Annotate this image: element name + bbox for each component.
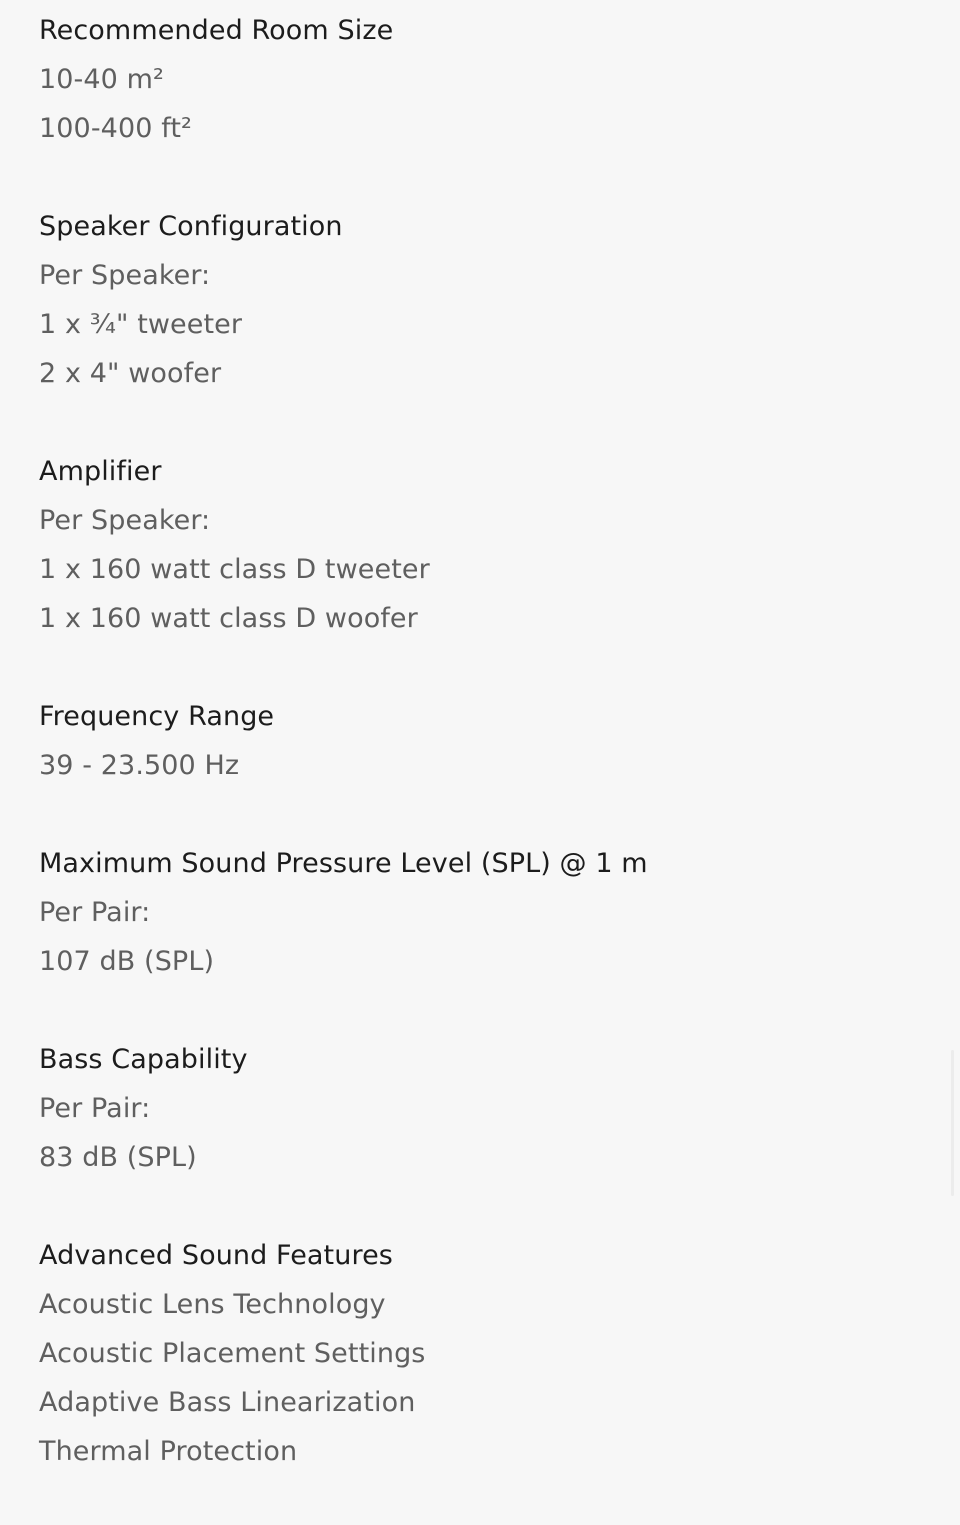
spec-title: Bass Capability	[39, 1044, 248, 1075]
spec-value: 1 x ¾" tweeter	[39, 309, 243, 340]
spec-value: Per Pair:	[39, 897, 151, 928]
spec-value: Per Pair:	[39, 1093, 151, 1124]
spec-value: 83 dB (SPL)	[39, 1142, 197, 1173]
spec-advanced-sound-features	[39, 1231, 919, 1476]
spec-bass-capability	[39, 1035, 919, 1182]
spec-title: Amplifier	[39, 456, 162, 487]
spec-amplifier	[39, 447, 919, 643]
spec-value: 1 x 160 watt class D woofer	[39, 603, 418, 634]
spec-value: 107 dB (SPL)	[39, 946, 215, 977]
spec-title: Advanced Sound Features	[39, 1240, 393, 1271]
spec-value: 39 - 23.500 Hz	[39, 750, 240, 781]
spec-value: Acoustic Lens Technology	[39, 1289, 386, 1320]
spec-title: Speaker Configuration	[39, 211, 343, 242]
spec-title: Frequency Range	[39, 701, 275, 732]
spec-max-spl	[39, 839, 919, 986]
spec-speaker-configuration	[39, 202, 919, 398]
spec-value: 1 x 160 watt class D tweeter	[39, 554, 430, 585]
spec-title: Recommended Room Size	[39, 15, 394, 46]
spec-value: Adaptive Bass Linearization	[39, 1387, 416, 1418]
spec-value: 10-40 m²	[39, 64, 164, 95]
spec-room-size	[39, 6, 919, 153]
spec-frequency-range	[39, 692, 919, 790]
scrollbar[interactable]	[951, 1050, 954, 1196]
spec-value: Per Speaker:	[39, 260, 211, 291]
spec-list	[39, 6, 919, 1525]
spec-title: Maximum Sound Pressure Level (SPL) @ 1 m	[39, 848, 648, 879]
spec-value: Acoustic Placement Settings	[39, 1338, 426, 1369]
spec-value: Thermal Protection	[39, 1436, 298, 1467]
spec-value: Per Speaker:	[39, 505, 211, 536]
spec-value: 100-400 ft²	[39, 113, 192, 144]
spec-value: 2 x 4" woofer	[39, 358, 222, 389]
